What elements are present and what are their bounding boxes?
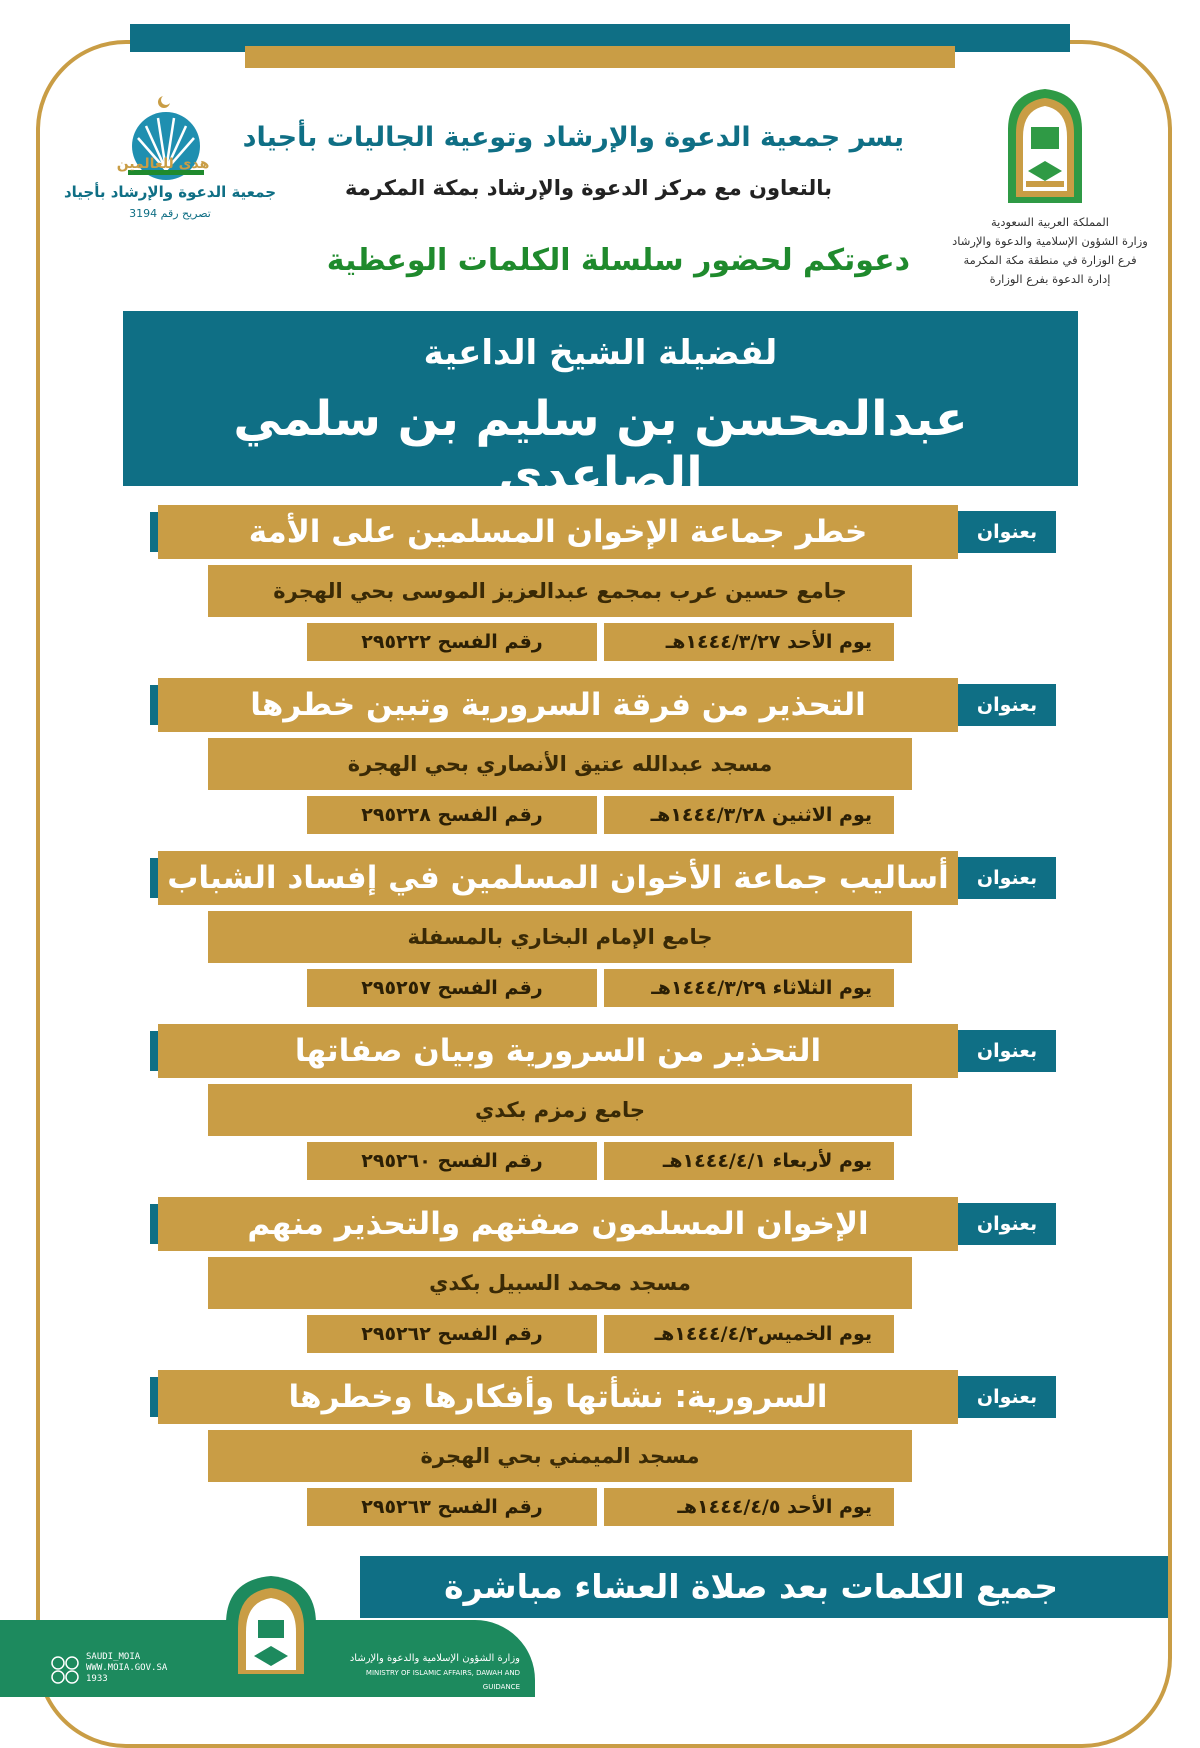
social-icons: [50, 1655, 80, 1685]
twitter-icon: [52, 1657, 64, 1669]
lecture-venue: مسجد محمد السبيل بكدي: [208, 1257, 912, 1309]
header-invitation: دعوتكم لحضور سلسلة الكلمات الوعظية: [326, 243, 910, 278]
lecture-permit: رقم الفسح ٢٩٥٢٥٧: [307, 969, 597, 1007]
ministry-text: [940, 213, 1160, 289]
lecture-label: بعنوان: [958, 857, 1056, 899]
lecture-permit: رقم الفسح ٢٩٥٢٢٢: [307, 623, 597, 661]
lecture-label: بعنوان: [958, 684, 1056, 726]
association-name: جمعية الدعوة والإرشاد بأجياد: [63, 183, 277, 201]
youtube-icon: [66, 1657, 78, 1669]
footer-ministry-emblem-icon: [218, 1574, 324, 1680]
lecture-date: يوم الخميس١٤٤٤/٤/٢هـ: [604, 1315, 894, 1353]
top-gold-bar: [245, 46, 955, 68]
lecture-permit: رقم الفسح ٢٩٥٢٦٣: [307, 1488, 597, 1526]
lecture-date: يوم الأحد ١٤٤٤/٤/٥هـ: [604, 1488, 894, 1526]
footer-website: WWW.MOIA.GOV.SA: [86, 1663, 168, 1673]
lecture-permit: رقم الفسح ٢٩٥٢٦٠: [307, 1142, 597, 1180]
lecture-label: بعنوان: [958, 511, 1056, 553]
association-logo-text: هدى للعالمين: [116, 156, 210, 172]
lecture-venue: مسجد الميمني بحي الهجرة: [208, 1430, 912, 1482]
header-line-1: يسر جمعية الدعوة والإرشاد وتوعية الجاليات بأجياد: [242, 122, 904, 153]
footer-phone: 1933: [86, 1674, 108, 1684]
footer-ministry-english: MINISTRY OF ISLAMIC AFFAIRS, DAWAH AND GUIDANCE: [365, 1669, 520, 1691]
ministry-line: وزارة الشؤون الإسلامية والدعوة والإرشاد: [952, 234, 1148, 248]
ministry-line: المملكة العربية السعودية: [991, 215, 1109, 229]
speaker-box: [123, 311, 1078, 503]
lecture-venue: مسجد عبدالله عتيق الأنصاري بحي الهجرة: [208, 738, 912, 790]
lecture-title: التحذير من فرقة السرورية وتبين خطرها: [158, 678, 958, 732]
lecture-permit: رقم الفسح ٢٩٥٢٢٨: [307, 796, 597, 834]
ministry-line: فرع الوزارة في منطقة مكة المكرمة: [963, 253, 1137, 267]
footer-note: جميع الكلمات بعد صلاة العشاء مباشرة: [360, 1556, 1168, 1618]
lecture-title: التحذير من السرورية وبيان صفاتها: [158, 1024, 958, 1078]
lecture-venue: جامع الإمام البخاري بالمسفلة: [208, 911, 912, 963]
lecture-label: بعنوان: [958, 1203, 1056, 1245]
lecture-title: الإخوان المسلمون صفتهم والتحذير منهم: [158, 1197, 958, 1251]
footer-ministry: [330, 1652, 520, 1694]
footer-ministry-arabic: وزارة الشؤون الإسلامية والدعوة والإرشاد: [349, 1653, 520, 1664]
lecture-title: السرورية: نشأتها وأفكارها وخطرها: [158, 1370, 958, 1424]
phone-icon: [66, 1671, 78, 1683]
footer-contact: [86, 1652, 196, 1685]
instagram-icon: [52, 1671, 64, 1683]
lecture-date: يوم الأحد ١٤٤٤/٣/٢٧هـ: [604, 623, 894, 661]
lecture-date: يوم الثلاثاء ١٤٤٤/٣/٢٩هـ: [604, 969, 894, 1007]
ministry-line: إدارة الدعوة بفرع الوزارة: [989, 272, 1111, 286]
lecture-venue: جامع حسين عرب بمجمع عبدالعزيز الموسى بحي الهجرة: [208, 565, 912, 617]
lecture-venue: جامع زمزم بكدي: [208, 1084, 912, 1136]
lecture-title: أساليب جماعة الأخوان المسلمين في إفساد الشباب: [158, 851, 958, 905]
lecture-date: يوم الاثنين ١٤٤٤/٣/٢٨هـ: [604, 796, 894, 834]
ministry-emblem-icon: [998, 85, 1092, 203]
speaker-title: لفضيلة الشيخ الداعية: [423, 333, 778, 373]
association-logo-icon: [118, 86, 238, 196]
lecture-label: بعنوان: [958, 1376, 1056, 1418]
speaker-name: عبدالمحسن بن سليم بن سلمي الصاعدي: [233, 391, 968, 503]
lecture-label: بعنوان: [958, 1030, 1056, 1072]
lecture-date: يوم لأربعاء ١٤٤٤/٤/١هـ: [604, 1142, 894, 1180]
header-line-2: بالتعاون مع مركز الدعوة والإرشاد بمكة المكرمة: [345, 176, 832, 200]
footer-social-handle: SAUDI_MOIA: [86, 1652, 141, 1662]
lecture-permit: رقم الفسح ٢٩٥٢٦٢: [307, 1315, 597, 1353]
lecture-title: خطر جماعة الإخوان المسلمين على الأمة: [158, 505, 958, 559]
association-permit: تصريح رقم 3194: [129, 207, 211, 220]
